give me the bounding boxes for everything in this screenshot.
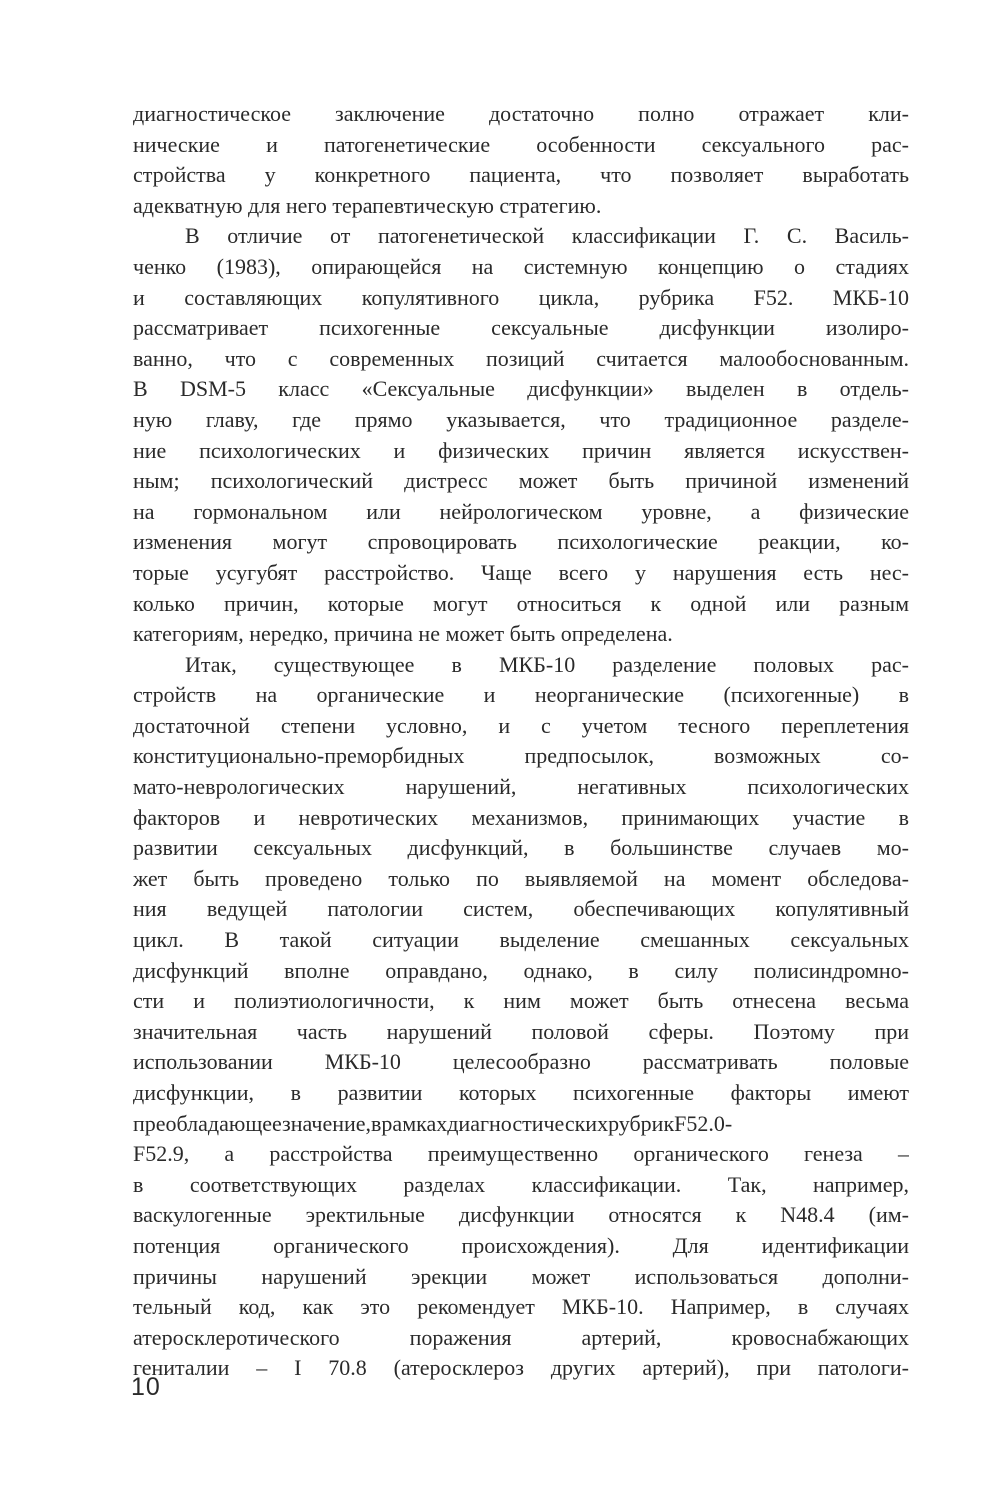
text-line: преобладающеезначение,врамкахдиагностическихрубрикF52.0- — [133, 1110, 733, 1136]
page-number: 10 — [131, 1373, 161, 1401]
text-line: васкулогенные эректильные дисфункции относятся к N48.4 (им- — [133, 1202, 909, 1228]
text-line: колько причин, которые могут относиться к одной или разным — [133, 590, 909, 616]
text-line: F52.9, а расстройства преимущественно органического генеза – — [133, 1141, 909, 1167]
text-line: Итак, существующее в МКБ-10 разделение половых рас- — [185, 651, 909, 677]
text-line: причины нарушений эрекции может использоваться дополни- — [133, 1263, 909, 1289]
text-line: факторов и невротических механизмов, принимающих участие в — [133, 804, 909, 830]
text-line: жет быть проведено только по выявляемой на момент обследова- — [133, 865, 909, 891]
text-line: гениталии – I 70.8 (атеросклероз других артерий), при патологи- — [133, 1355, 909, 1381]
text-line: дисфункции, в развитии которых психогенные факторы имеют — [133, 1080, 909, 1105]
text-line: сти и полиэтиологичности, к ним может быть отнесена весьма — [133, 988, 909, 1014]
text-line: стройств на органические и неорганические (психогенные) в — [133, 682, 909, 708]
text-line: использовании МКБ-10 целесообразно рассматривать половые — [133, 1049, 909, 1075]
text-line: и составляющих копулятивного цикла, рубрика F52. МКБ-10 — [133, 284, 909, 310]
text-line: ния ведущей патологии систем, обеспечивающих копулятивный — [133, 896, 909, 922]
text-line: ную главу, где прямо указывается, что традиционное разделе- — [133, 406, 909, 432]
text-line: атеросклеротического поражения артерий, кровоснабжающих — [133, 1324, 909, 1350]
text-line: ченко (1983), опирающейся на системную концепцию о стадиях — [133, 253, 909, 279]
text-line: рассматривает психогенные сексуальные дисфункции изолиро- — [133, 315, 909, 341]
text-line: в соответствующих разделах классификации. Так, например, — [133, 1171, 909, 1197]
text-line: дисфункций вполне оправдано, однако, в силу полисиндромно- — [133, 957, 909, 983]
text-line: конституционально-преморбидных предпосылок, возможных со- — [133, 743, 909, 769]
text-line: диагностическое заключение достаточно полно отражает кли- — [133, 101, 909, 126]
body-text — [133, 99, 909, 1384]
text-line: ванно, что с современных позиций считается малообоснованным. — [133, 345, 909, 371]
text-line: стройства у конкретного пациента, что позволяет выработать — [133, 162, 909, 188]
text-line: ние психологических и физических причин является искусствен- — [133, 437, 909, 463]
text-line: значительная часть нарушений половой сферы. Поэтому при — [133, 1018, 909, 1044]
text-line: тельный код, как это рекомендует МКБ-10. Например, в случаях — [133, 1294, 909, 1320]
text-line: В отличие от патогенетической классификации Г. С. Василь- — [185, 223, 909, 249]
text-line: цикл. В такой ситуации выделение смешанных сексуальных — [133, 927, 909, 953]
text-line: категориям, нередко, причина не может быть определена. — [133, 621, 673, 647]
text-line: торые усугубят расстройство. Чаще всего у нарушения есть нес- — [133, 559, 909, 585]
text-line: нические и патогенетические особенности сексуального рас- — [133, 131, 909, 157]
text-line: адекватную для него терапевтическую стратегию. — [133, 192, 602, 218]
text-line: на гормональном или нейрологическом уровне, а физические — [133, 498, 909, 524]
text-line: потенция органического происхождения). Для идентификации — [133, 1232, 909, 1258]
text-line: изменения могут спровоцировать психологические реакции, ко- — [133, 529, 909, 555]
text-line: мато-неврологических нарушений, негативных психологических — [133, 774, 909, 800]
text-line: ным; психологический дистресс может быть причиной изменений — [133, 468, 909, 494]
text-line: развитии сексуальных дисфункций, в большинстве случаев мо- — [133, 835, 909, 861]
text-line: В DSM-5 класс «Сексуальные дисфункции» выделен в отдель- — [133, 376, 909, 402]
text-line: достаточной степени условно, и с учетом тесного переплетения — [133, 712, 909, 738]
